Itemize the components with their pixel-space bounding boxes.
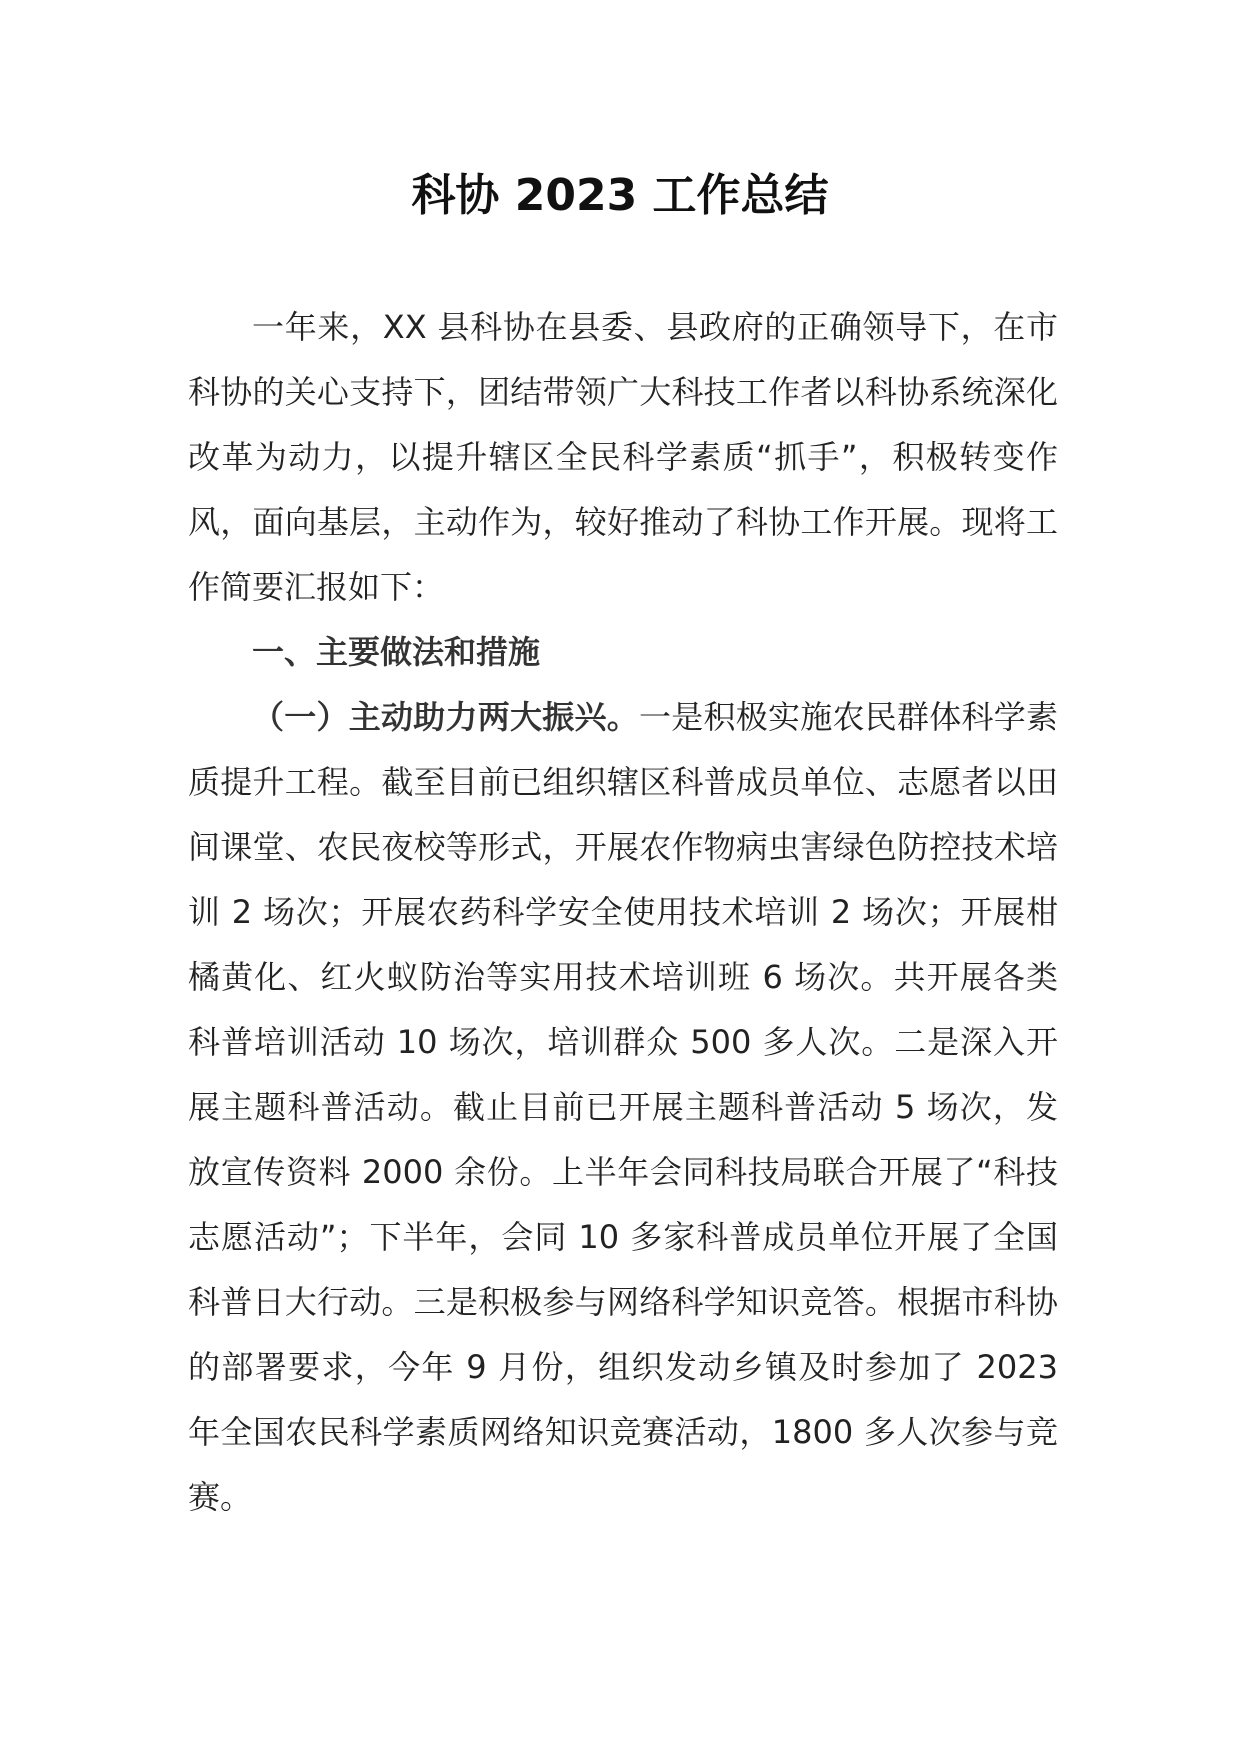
subsection-body: 一是积极实施农民群体科学素质提升工程。截至目前已组织辖区科普成员单位、志愿者以田间课堂、农民夜校等形式，开展农作物病虫害绿色防控技术培训 2 场次；开展农药科学安全使用技术培训 2 场次；开展柑橘黄化、红火蚁防治等实用技术培训班 6 场次。共开展各类科普培训活动 10 场次，培训群众 500 多人次。二是深入开展主题科普活动。截止目前已开展主题科普活动 5 场次，发放宣传资料 2000 余份。上半年会同科技局联合开展了“科技志愿活动”；下半年，会同 10 多家科普成员单位开展了全国科普日大行动。三是积极参与网络科学知识竞答。根据市科协的部署要求，今年 9 月份，组织发动乡镇及时参加了 2023 年全国农民科学素质网络知识竞赛活动，1800 多人次参与竞赛。 [188,698,1058,1516]
subsection-paragraph [188,685,1058,1530]
intro-paragraph: 一年来，XX 县科协在县委、县政府的正确领导下，在市科协的关心支持下，团结带领广大科技工作者以科协系统深化改革为动力，以提升辖区全民科学素质“抓手”，积极转变作风，面向基层，主动作为，较好推动了科协工作开展。现将工作简要汇报如下： [188,308,1058,606]
document-body [188,295,1058,1530]
section-heading: 一、主要做法和措施 [252,633,541,671]
document-title: 科协 2023 工作总结 [411,170,829,221]
subsection-heading: （一）主动助力两大振兴。 [252,698,639,736]
